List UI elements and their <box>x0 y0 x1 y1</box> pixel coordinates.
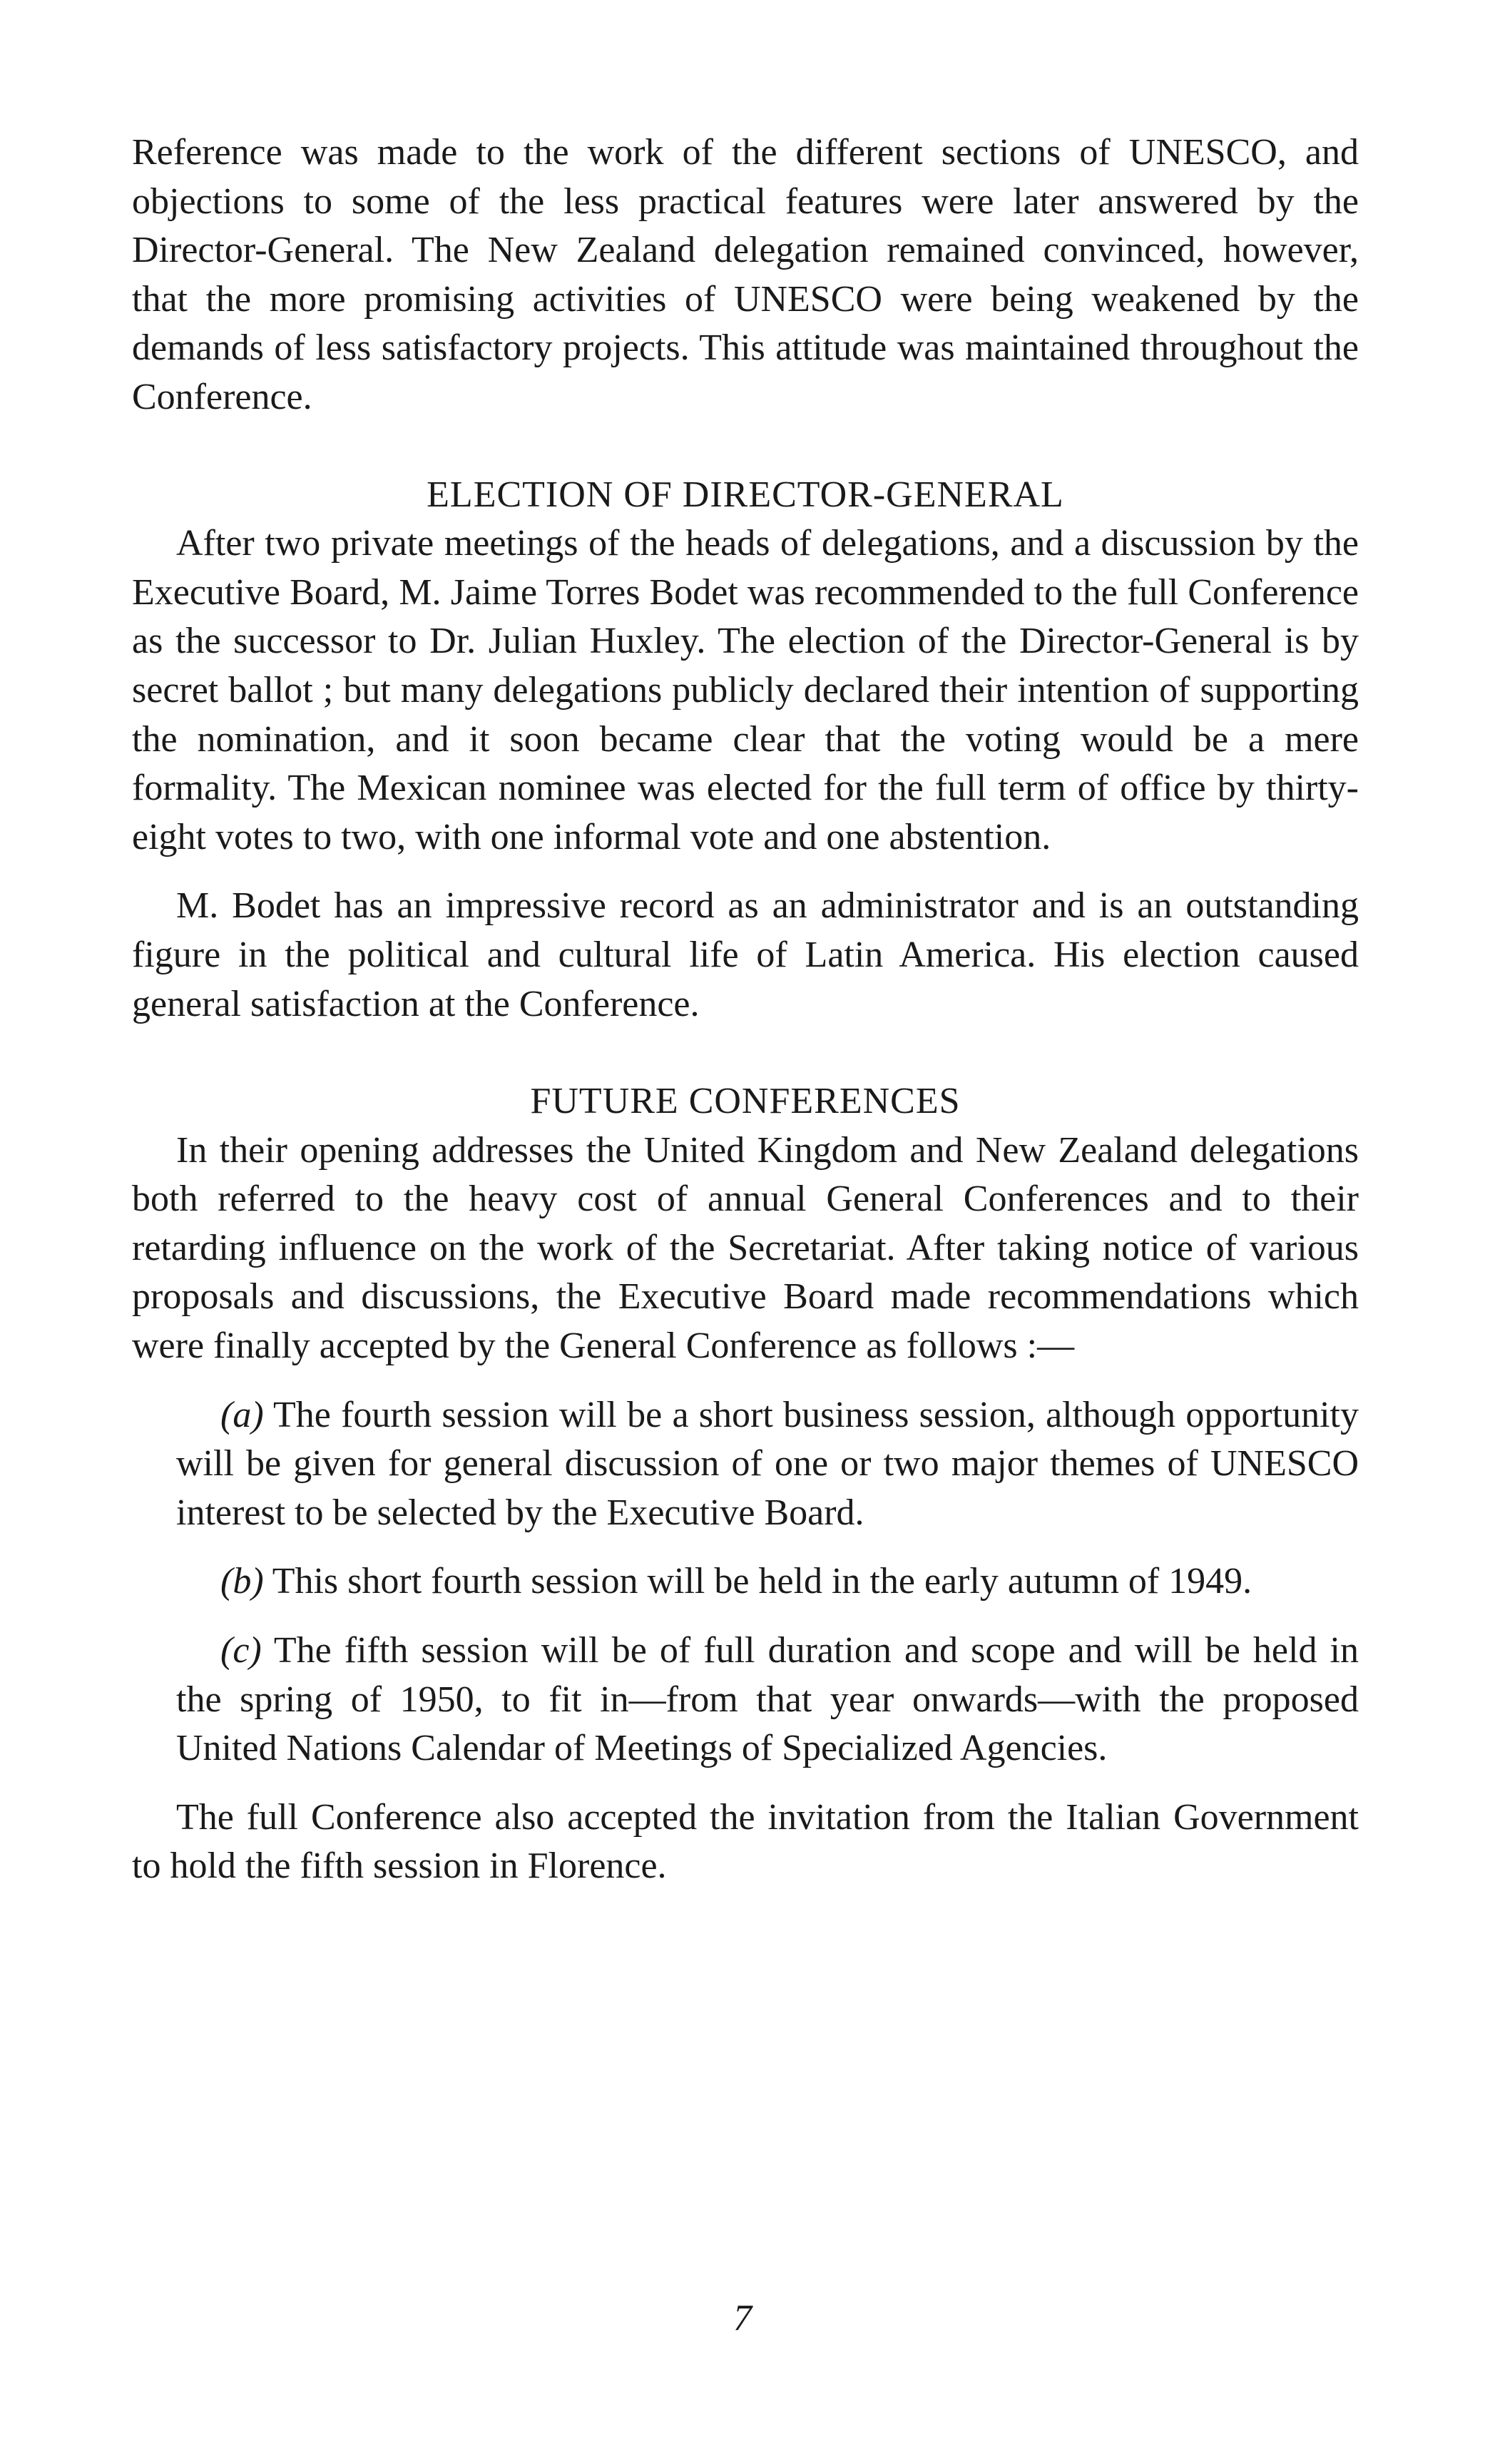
item-text: The fourth session will be a short business session, although opportunity will be given for general discussion of one or two major themes of UNESCO interest to be selected by the Executive Board. <box>176 1394 1359 1533</box>
recommendation-item-b <box>176 1557 1359 1607</box>
page-number: 7 <box>733 2298 752 2338</box>
recommendation-item-c <box>176 1626 1359 1773</box>
section-heading-election: ELECTION OF DIRECTOR-GENERAL <box>427 474 1064 515</box>
item-marker: (c) <box>220 1630 262 1671</box>
section-heading-future-conferences: FUTURE CONFERENCES <box>530 1081 961 1122</box>
future-conferences-paragraph: In their opening addresses the United Kingdom and New Zealand delegations both referred to the heavy cost of annual General Conferences and to their retarding influence on the work of the Secretariat. After taking notice of various proposals and discussions, the Executive Board made recommendations which were finally accepted by the General Conference as follows :— <box>132 1129 1359 1367</box>
item-text: This short fourth session will be held in the early autumn of 1949. <box>263 1561 1252 1602</box>
item-text: The fifth session will be of full duration and scope and will be held in the spring of 1950, to fit in—from that year onwards—with the proposed United Nations Calendar of Meetings of Specialized Agencies. <box>176 1630 1359 1769</box>
election-paragraph-2: M. Bodet has an impressive record as an administrator and is an outstanding figure in the political and cultural life of Latin America. His election caused general satisfaction at the Conference. <box>132 885 1359 1024</box>
recommendation-item-a <box>176 1391 1359 1538</box>
document-page <box>132 128 1359 1891</box>
intro-paragraph: Reference was made to the work of the different sections of UNESCO, and objections to some of the less practical features were later answered by the Director-General. The New Zealand delegation remained convinced, however, that the more promising activities of UNESCO were being weakened by the demands of less satisfactory projects. This attitude was maintained throughout the Conference. <box>132 132 1359 417</box>
item-marker: (a) <box>220 1394 264 1435</box>
item-marker: (b) <box>220 1561 264 1602</box>
closing-paragraph: The full Conference also accepted the invitation from the Italian Government to hold the fifth session in Florence. <box>132 1796 1359 1887</box>
election-paragraph-1: After two private meetings of the heads of delegations, and a discussion by the Executive Board, M. Jaime Torres Bodet was recommended to the full Conference as the successor to Dr. Julian Huxley. The election of the Director-General is by secret ballot ; but many delegations publicly declared their intention of supporting the nomination, and it soon became clear that the voting would be a mere formality. The Mexican nominee was elected for the full term of office by thirty-eight votes to two, with one informal vote and one abstention. <box>132 523 1359 857</box>
